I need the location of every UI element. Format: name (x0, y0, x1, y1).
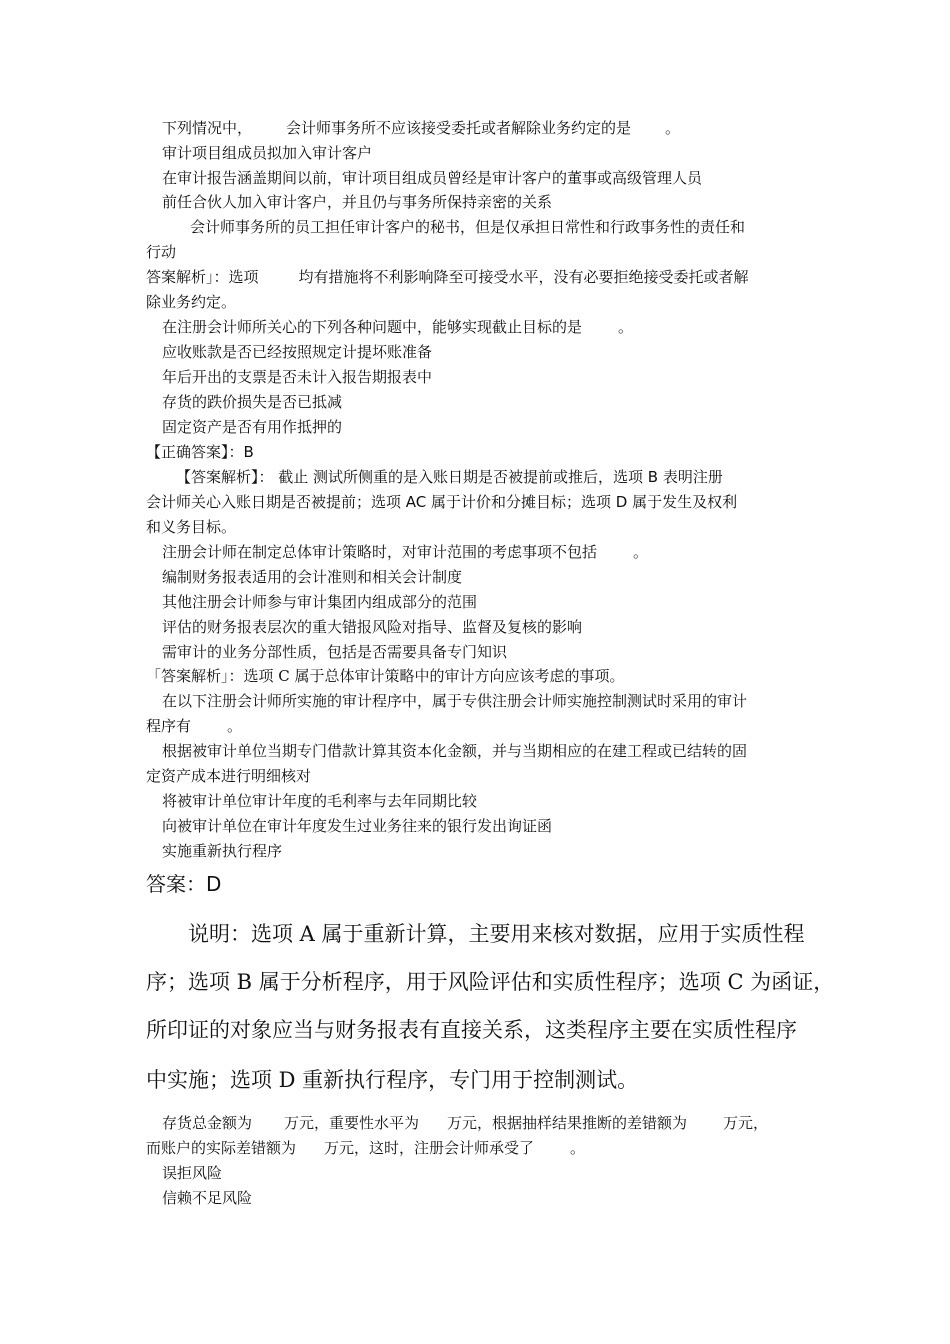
q1-stem-b: 会计师事务所不应该接受委托或者解除业务约定的是 (286, 119, 632, 137)
q5-stem-line1 (162, 1112, 768, 1134)
q1-option-3: 前任合伙人加入审计客户，并且仍与事务所保持亲密的关系 (162, 193, 553, 211)
q4-answer: 答案：D (146, 872, 222, 896)
q5-stem-line2 (146, 1137, 585, 1159)
q2-stem-text: 在注册会计师所关心的下列各种问题中，能够实现截止目标的是 (162, 318, 583, 336)
q1-stem-end: 。 (665, 119, 681, 137)
q1-explanation-line2: 除业务约定。 (146, 293, 237, 311)
q2-stem-end: 。 (618, 318, 634, 336)
q3-option-2: 其他注册会计师参与审计集团内组成部分的范围 (162, 593, 478, 611)
q5-s1: 存货总金额为 (162, 1114, 253, 1132)
q4-explanation-line3: 所印证的对象应当与财务报表有直接关系，这类程序主要在实质性程序 (146, 1018, 797, 1042)
q2-explanation-line1: 【答案解析】： 截止 测试所侧重的是入账日期是否被提前或推后，选项 B 表明注册 (176, 468, 723, 486)
q4-explanation-line1: 说明：选项 A 属于重新计算，主要用来核对数据，应用于实质性程 (188, 922, 805, 946)
q4-option-4: 实施重新执行程序 (162, 842, 283, 860)
q4-option-1-line2: 定资产成本进行明细核对 (146, 767, 312, 785)
q1-stem-a: 下列情况中， (162, 119, 253, 137)
q5-s2: 万元，重要性水平为 (284, 1114, 420, 1132)
q1-option-1: 审计项目组成员拟加入审计客户 (162, 144, 373, 162)
q2-option-3: 存货的跌价损失是否已抵减 (162, 393, 343, 411)
q4-explanation-line2: 序；选项 B 属于分析程序，用于风险评估和实质性程序；选项 C 为函证， (146, 970, 835, 994)
q5-s7: 。 (570, 1139, 586, 1157)
q1-option-4-line2: 行动 (146, 243, 177, 261)
q3-option-1: 编制财务报表适用的会计准则和相关会计制度 (162, 568, 463, 586)
q2-option-2: 年后开出的支票是否未计入报告期报表中 (162, 368, 433, 386)
q2-correct-answer: 【正确答案】：B (146, 443, 254, 461)
q1-stem (162, 117, 680, 139)
q4-stem-line1: 在以下注册会计师所实施的审计程序中，属于专供注册会计师实施控制测试时采用的审计 (162, 692, 748, 710)
q3-explanation: 「答案解析」：选项 C 属于总体审计策略中的审计方向应该考虑的事项。 (146, 667, 625, 685)
q4-option-1-line1: 根据被审计单位当期专门借款计算其资本化金额，并与当期相应的在建工程或已结转的固 (162, 742, 748, 760)
q2-option-4: 固定资产是否有用作抵押的 (162, 418, 343, 436)
q1-option-2: 在审计报告涵盖期间以前，审计项目组成员曾经是审计客户的董事或高级管理人员 (162, 169, 703, 187)
q1-option-4-line1: 会计师事务所的员工担任审计客户的秘书，但是仅承担日常性和行政事务性的责任和 (190, 218, 746, 236)
q1-exp-a: 答案解析」：选项 (146, 268, 259, 286)
q3-stem-end: 。 (633, 543, 649, 561)
q3-stem-text: 注册会计师在制定总体审计策略时，对审计范围的考虑事项不包括 (162, 543, 598, 561)
q3-option-3: 评估的财务报表层次的重大错报风险对指导、监督及复核的影响 (162, 618, 583, 636)
q4-option-2: 将被审计单位审计年度的毛利率与去年同期比较 (162, 792, 478, 810)
q3-option-4: 需审计的业务分部性质，包括是否需要具备专门知识 (162, 643, 508, 661)
q5-option-2: 信赖不足风险 (162, 1189, 253, 1207)
q2-explanation-line3: 和义务目标。 (146, 518, 237, 536)
q1-exp-b: 均有措施将不利影响降至可接受水平，没有必要拒绝接受委托或者解 (298, 268, 749, 286)
q4-stem-end: 。 (227, 717, 243, 735)
q4-explanation-line4: 中实施；选项 D 重新执行程序，专门用于控制测试。 (146, 1068, 639, 1092)
q4-stem-text: 程序有 (146, 717, 192, 735)
q2-explanation-line2: 会计师关心入账日期是否被提前；选项 AC 属于计价和分摊目标；选项 D 属于发生及权利 (146, 493, 738, 511)
q2-stem (162, 316, 633, 338)
q3-stem (162, 541, 648, 563)
q4-option-3: 向被审计单位在审计年度发生过业务往来的银行发出询证函 (162, 817, 553, 835)
q5-s4: 万元， (723, 1114, 769, 1132)
q2-option-1: 应收账款是否已经按照规定计提坏账准备 (162, 343, 433, 361)
q5-s3: 万元，根据抽样结果推断的差错额为 (447, 1114, 688, 1132)
q1-explanation-line1 (146, 266, 749, 288)
q4-stem-line2 (146, 715, 242, 737)
q5-s5: 而账户的实际差错额为 (146, 1139, 297, 1157)
q5-s6: 万元，这时，注册会计师承受了 (324, 1139, 535, 1157)
q5-option-1: 误拒风险 (162, 1164, 223, 1182)
